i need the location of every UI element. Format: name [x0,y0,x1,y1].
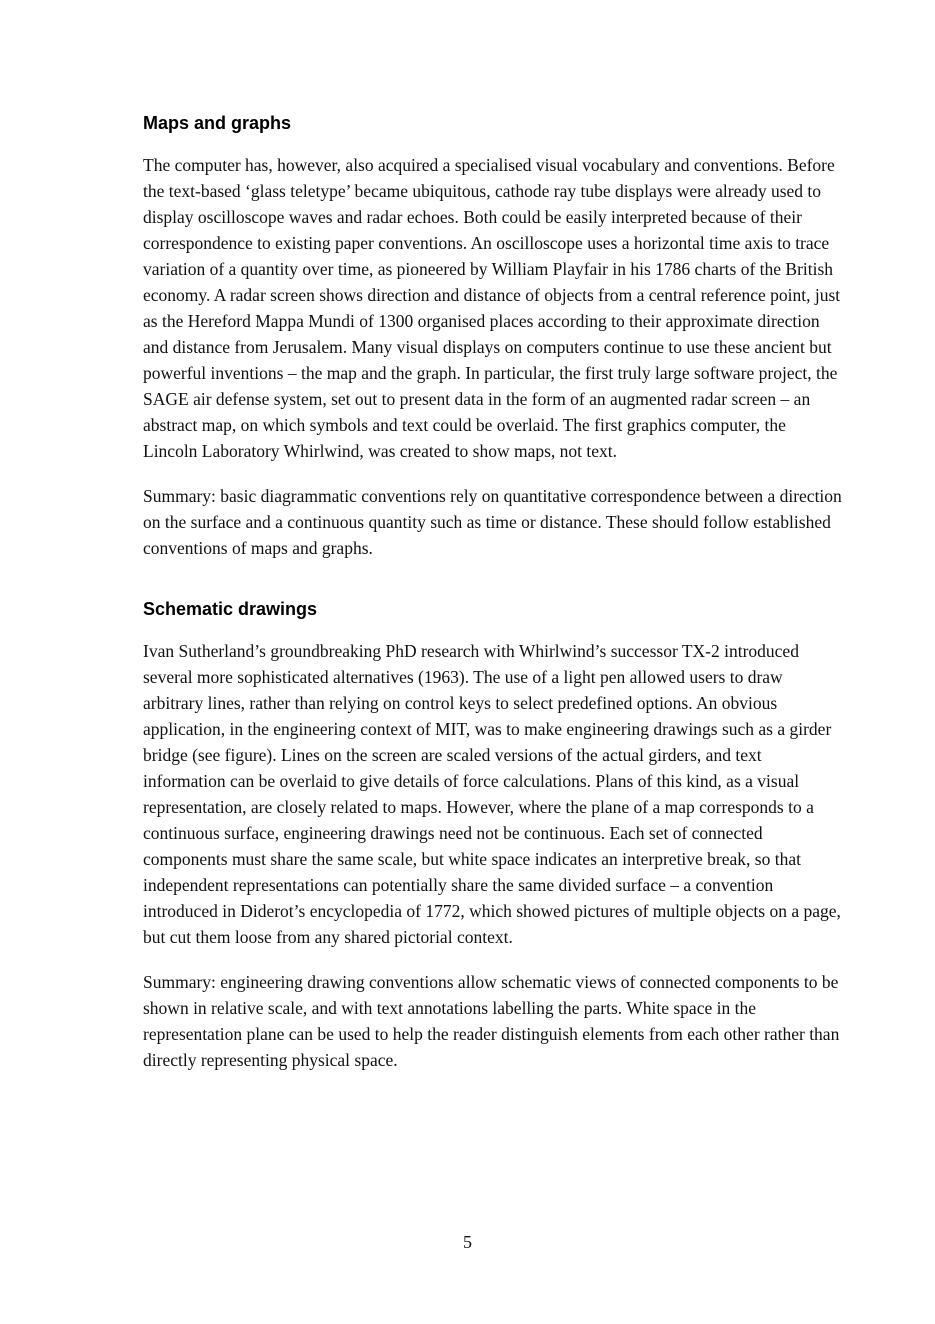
page-number: 5 [463,1232,472,1252]
paragraph-schematic-drawings-body: Ivan Sutherland’s groundbreaking PhD research with Whirlwind’s successor TX-2 introduced several more sophisticated alternatives (1963). The use of a light pen allowed users to draw arbitrary lines, rather than relying on control keys to select predefined options. An obvious application, in the engineering context of MIT, was to make engineering drawings such as a girder bridge (see figure). Lines on the screen are scaled versions of the actual girders, and text information can be overlaid to give details of force calculations. Plans of this kind, as a visual representation, are closely related to maps. However, where the plane of a map corresponds to a continuous surface, engineering drawings need not be continuous. Each set of connected components must share the same scale, but white space indicates an interpretive break, so that independent representations can potentially share the same divided surface – a convention introduced in Diderot’s encyclopedia of 1772, which showed pictures of multiple objects on a page, but cut them loose from any shared pictorial context. [143,641,841,947]
paragraph-maps-and-graphs-summary: Summary: basic diagrammatic conventions rely on quantitative correspondence between a direction on the surface and a continuous quantity such as time or distance. These should follow established conventions of maps and graphs. [143,486,842,558]
section-heading-maps-and-graphs: Maps and graphs [143,113,292,133]
paragraph-maps-and-graphs-body: The computer has, however, also acquired a specialised visual vocabulary and conventions. Before the text-based ‘glass teletype’ became ubiquitous, cathode ray tube displays were already used to display oscilloscope waves and radar echoes. Both could be easily interpreted because of their correspondence to existing paper conventions. An oscilloscope uses a horizontal time axis to trace variation of a quantity over time, as pioneered by William Playfair in his 1786 charts of the British economy. A radar screen shows direction and distance of objects from a central reference point, just as the Hereford Mappa Mundi of 1300 organised places according to their approximate direction and distance from Jerusalem. Many visual displays on computers continue to use these ancient but powerful inventions – the map and the graph. In particular, the first truly large software project, the SAGE air defense system, set out to present data in the form of an augmented radar screen – an abstract map, on which symbols and text could be overlaid. The first graphics computer, the Lincoln Laboratory Whirlwind, was created to show maps, not text. [143,155,841,461]
section-heading-schematic-drawings: Schematic drawings [143,599,318,619]
paragraph-schematic-drawings-summary: Summary: engineering drawing conventions allow schematic views of connected components to be shown in relative scale, and with text annotations labelling the parts. White space in the representation plane can be used to help the reader distinguish elements from each other rather than directly representing physical space. [143,972,840,1070]
page-content [143,110,843,1092]
